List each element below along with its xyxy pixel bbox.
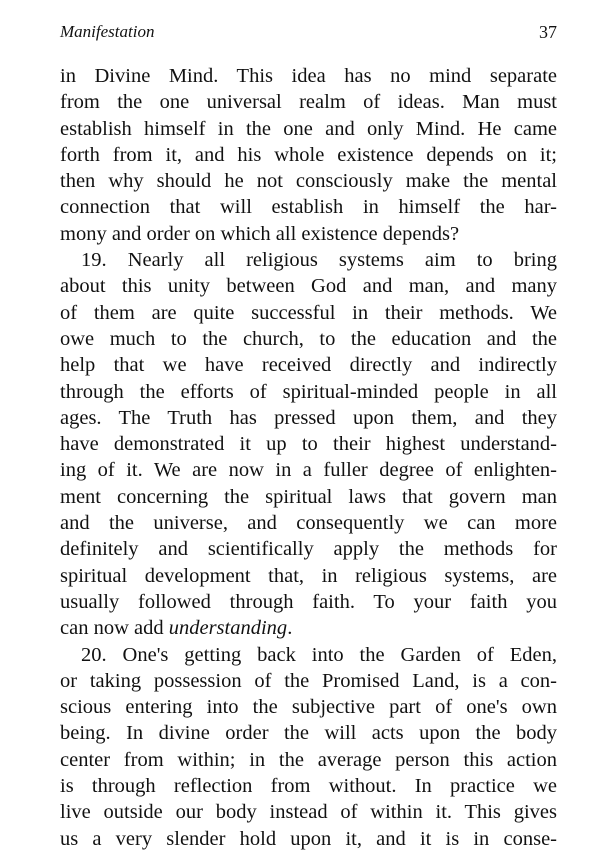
page-number: 37 <box>539 22 557 42</box>
text-plain: can now add <box>60 617 169 640</box>
text-line: being. In divine order the will acts upon the body <box>60 722 557 745</box>
text-line: us a very slender hold upon it, and it is in conse- <box>60 827 557 850</box>
text-line: scious entering into the subjective part of one's own <box>60 696 557 719</box>
text-line: or taking possession of the Promised Land, is a con- <box>60 669 557 692</box>
text-line: about this unity between God and man, and many <box>60 275 557 298</box>
text-line <box>60 615 557 641</box>
text-line: establish himself in the one and only Mind. He came <box>60 117 557 140</box>
text-line: usually followed through faith. To your faith you <box>60 590 557 613</box>
text-line: spiritual development that, in religious systems, are <box>60 564 557 587</box>
text-line: owe much to the church, to the education and the <box>60 327 557 350</box>
text-plain: . <box>287 617 293 640</box>
text-line: of them are quite successful in their methods. We <box>60 301 557 324</box>
emphasis-understanding: understanding <box>168 617 288 640</box>
text-line: help that we have received directly and indirectly <box>60 354 557 377</box>
text-line: and the universe, and consequently we can more <box>60 512 557 535</box>
text-line: ing of it. We are now in a fuller degree of enlighten- <box>60 459 557 482</box>
text-line: have demonstrated it up to their highest understand- <box>60 433 557 456</box>
text-line: forth from it, and his whole existence depends on it; <box>60 143 557 166</box>
text-line: mony and order on which all existence depends? <box>60 222 460 245</box>
text-line: is through reflection from without. In practice we <box>60 775 557 798</box>
paragraph-19-start: 19. Nearly all religious systems aim to bring <box>81 249 557 272</box>
text-line: live outside our body instead of within it. This gives <box>60 801 557 824</box>
text-line: definitely and scientifically apply the methods for <box>60 538 557 561</box>
text-line: then why should he not consciously make the mental <box>60 170 557 193</box>
text-line: from the one universal realm of ideas. Man must <box>60 91 557 114</box>
text-line: through the efforts of spiritual-minded people in all <box>60 380 557 403</box>
paragraph-20-start: 20. One's getting back into the Garden of Eden, <box>81 643 557 666</box>
text-line: ment concerning the spiritual laws that govern man <box>60 485 557 508</box>
page-body-text <box>60 63 557 852</box>
text-line: in Divine Mind. This idea has no mind separate <box>60 65 557 87</box>
text-line: ages. The Truth has pressed upon them, and they <box>60 406 557 429</box>
chapter-title: Manifestation <box>60 22 155 41</box>
text-line: connection that will establish in himself the har- <box>60 196 557 219</box>
text-line: center from within; in the average person this action <box>60 748 557 771</box>
running-header <box>60 22 557 46</box>
